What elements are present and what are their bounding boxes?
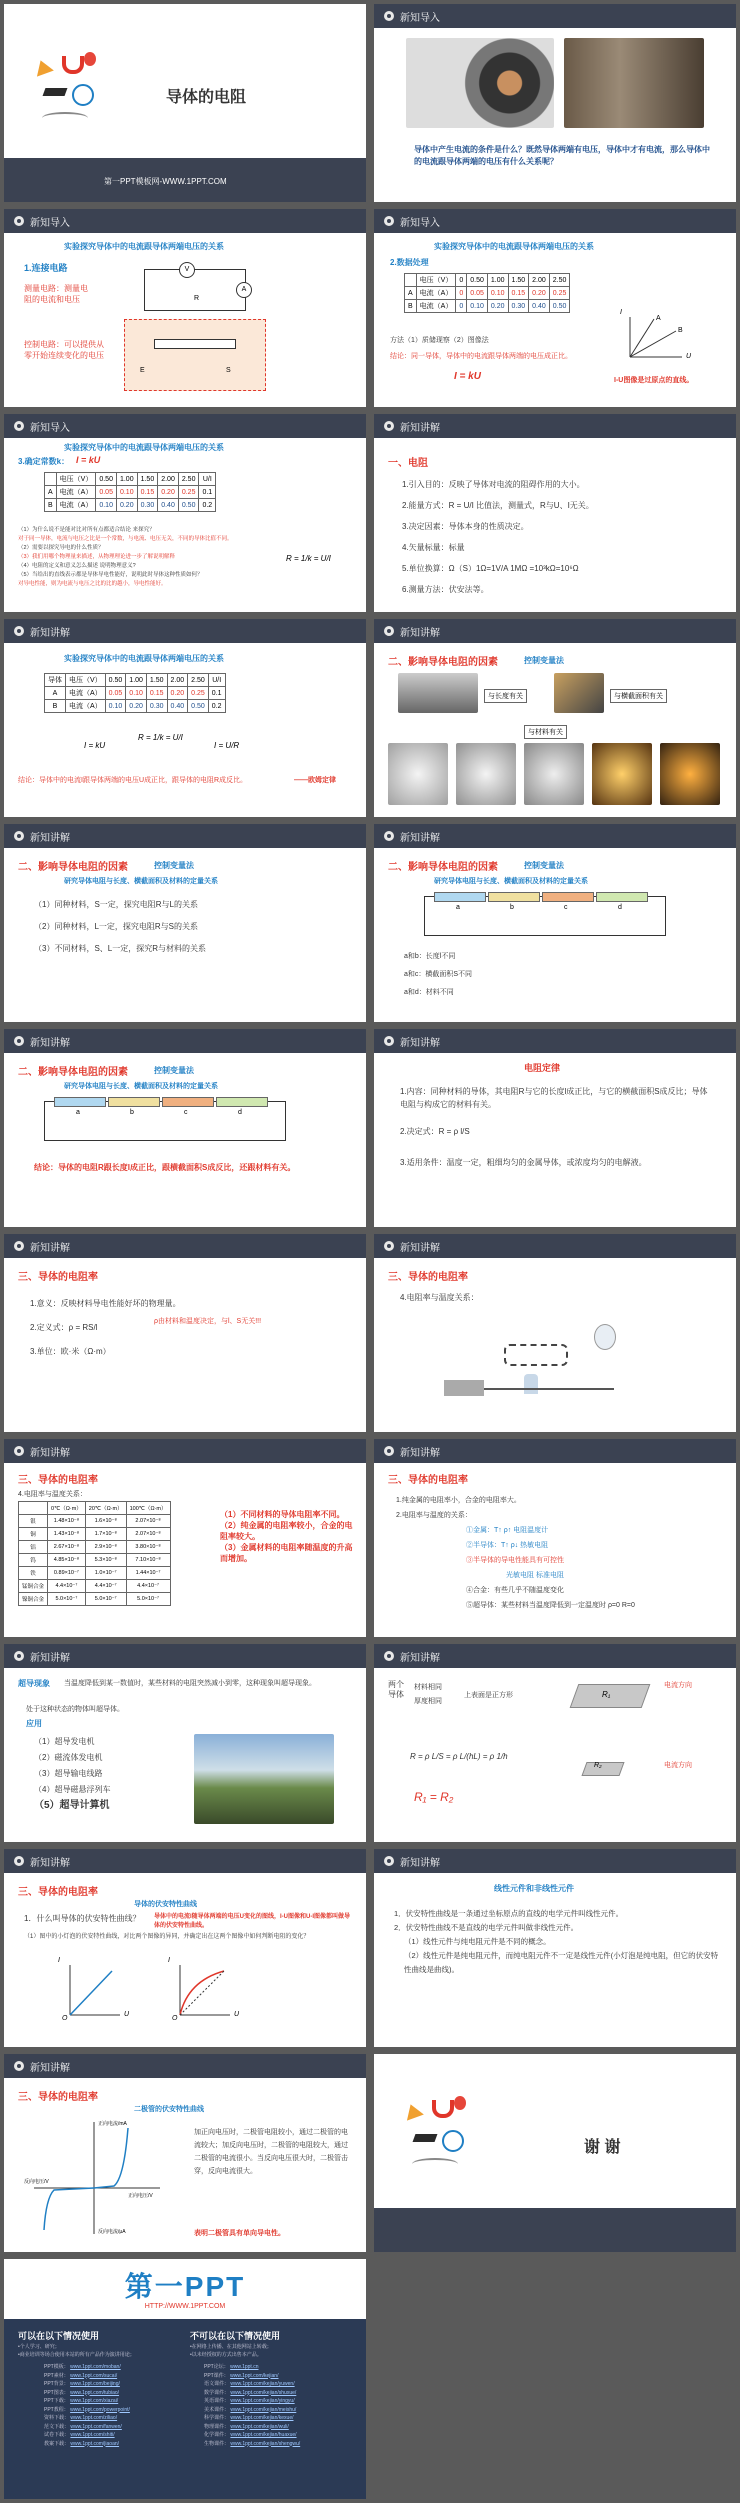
slide-18 <box>374 1644 736 1842</box>
slide-8 <box>374 619 736 817</box>
link-item[interactable]: 科学课件： www.1ppt.com/kejian/kexue/ <box>204 2415 294 2421</box>
bulb-icon <box>84 52 96 66</box>
list-item: 2．伏安特性曲线不是直线的电学元件叫做非线性元件。 <box>394 1923 579 1932</box>
diode-desc: 加正向电压时，二极管电阻较小，通过二极管的电流较大；加反向电压时，二极管的电阻较大，通过二极管的电流很小。当反向电压很大时，二极管击穿，反向电流很大。 <box>194 2129 348 2175</box>
axis-i-2: I <box>168 1957 170 1964</box>
header-dot-icon <box>384 1856 394 1866</box>
header-dot-icon <box>384 421 394 431</box>
section-title: 三、导体的电阻率 <box>18 1887 98 1898</box>
slide-22 <box>374 2054 736 2252</box>
section-title: 三、导体的电阻率 <box>388 1272 468 1283</box>
coil-icon <box>504 1344 568 1366</box>
list-item: 1.意义：反映材料导电性能好坏的物理量。 <box>30 1299 181 1308</box>
list-item: 5.单位换算：Ω（S）1Ω=1V/A 1MΩ =10³kΩ=10⁶Ω <box>402 564 579 573</box>
header-dot-icon <box>384 11 394 21</box>
slide-17 <box>4 1644 366 1842</box>
axis-u-label: U <box>686 353 692 360</box>
section-title: 二、影响导体电阻的因素 <box>18 1067 128 1078</box>
list-item: 1.引入目的：反映了导体对电流的阻碍作用的大小。 <box>402 480 585 489</box>
section-title: 三、导体的电阻率 <box>18 1272 98 1283</box>
resistivity-items <box>30 1292 181 1364</box>
formula-text: I = kU <box>76 455 101 465</box>
subtitle: 研究导体电阻与长度、横截面积及材料的定量关系 <box>64 878 218 885</box>
k-table: 电压（V） 0.50 1.00 1.50 2.00 2.50 U/I A 电流（A） 0.05 0.10 0.15 0.20 0.25 0.1 B 电流（A） 0.10 0.20 0.30 0.40 0.50 0.2 <box>44 472 216 512</box>
law-title: 电阻定律 <box>524 1063 561 1073</box>
app-label: 应用 <box>26 1719 42 1728</box>
note-item: 对导电性能，则为电流与电压之比的比的越小，导电性能好。 <box>18 581 167 587</box>
two-conductors-label: 两个导体 <box>388 1680 404 1699</box>
header-label: 新知导入 <box>30 423 70 434</box>
slide-4 <box>374 209 736 407</box>
header-dot-icon <box>14 1651 24 1661</box>
slide-16 <box>374 1439 736 1637</box>
book-icon <box>42 112 88 124</box>
list-item: ⑤超导体：某些材料当温度降低到一定温度时 ρ=0 R=0 <box>466 1602 635 1609</box>
list-item: 3.决定因素：导体本身的性质决定。 <box>402 522 529 531</box>
link-item[interactable]: 教案下载： www.1ppt.com/jiaoan/ <box>44 2440 120 2447</box>
header-label: 新知讲解 <box>30 2063 70 2074</box>
header-label: 新知讲解 <box>30 1653 70 1664</box>
topic-title: 二极管的伏安特性曲线 <box>134 2106 204 2113</box>
node-d: d <box>618 904 622 911</box>
slide-12 <box>374 1029 736 1227</box>
thanks-text: 谢 谢 <box>584 2139 621 2156</box>
allowed-sub-1: •个人学习、研究； <box>18 2344 60 2350</box>
rheostat-photo <box>398 673 478 713</box>
wires-photo <box>554 673 604 713</box>
question-1: 1．什么叫导体的伏安特性曲线？ <box>24 1914 141 1923</box>
link-item[interactable]: 生物课件： www.1ppt.com/kejian/shengwu/ <box>204 2440 301 2447</box>
section-title: 二、影响导体电阻的因素 <box>388 657 498 668</box>
step-label: 2.数据处理 <box>390 258 429 267</box>
list-item: （2）线性元件是纯电阻元件，而纯电阻元件不一定是线性元件(小灯泡是纯电阻，但它的伏安特性曲线是曲线)。 <box>404 1951 719 1974</box>
superconductivity-title: 超导现象 <box>18 1679 50 1688</box>
list-item: （2）纯金属的电阻率较小，合金的电阻率较大。 <box>220 1521 353 1541</box>
list-item: 3.单位：欧·米（Ω·m） <box>30 1347 111 1356</box>
book-icon <box>412 2158 458 2170</box>
iu-graph-linear <box>64 1961 124 2021</box>
header-dot-icon <box>384 626 394 636</box>
current-direction-2: 电流方向 <box>664 1762 692 1769</box>
subtitle: 研究导体电阻与长度、横截面积及材料的定量关系 <box>64 1083 218 1090</box>
disallowed-sub-1: •在网络上传播、在其他网站上转载； <box>190 2344 272 2350</box>
resistance-formula: R = ρ L/S = ρ L/(hL) = ρ 1/h <box>410 1752 508 1761</box>
header-label: 新知讲解 <box>400 1243 440 1254</box>
allowed-title: 可以在以下情况使用 <box>18 2331 100 2341</box>
method-label: 控制变量法 <box>154 861 194 870</box>
wire-segment-4 <box>216 1097 268 1107</box>
measurement-circuit <box>144 269 246 311</box>
list-item: a和d：材料不同 <box>404 989 454 996</box>
question-text: 导体中产生电流的条件是什么？既然导体两端有电压，导体中才有电流，那么导体中的电流跟导体两端的电压有什么关系呢？ <box>414 145 710 166</box>
resistivity-table: 0℃（Ω·m） 20℃（Ω·m） 100℃（Ω·m） 银 1.48×10⁻⁸ 1.6×10⁻⁸ 2.07×10⁻⁸ 铜 1.43×10⁻⁸ 1.7×10⁻⁸ 2.07×10⁻⁸ 铝 2.67×10⁻⁸ 2.9×10⁻⁸ 3.80×10⁻⁸ 钨 4.85×10⁻⁸ 5.3×10⁻⁸ 7.10×10⁻⁸ 铁 0.89×10⁻⁷ 1.0×10⁻⁷ 1.44×10⁻⁷ 锰铜合金 4.4×10⁻⁷ 4.4×10⁻⁷ 4.4×10⁻⁷ 镍铜合金 5.0×10⁻⁷ 5.0×10⁻⁷ 5.0×10⁻⁷ <box>18 1501 171 1606</box>
r-formula: R = 1/k = U/I <box>286 554 331 563</box>
header-label: 新知讲解 <box>30 1858 70 1869</box>
list-item: （1）超导发电机 <box>34 1737 95 1746</box>
slide-title <box>4 4 366 202</box>
line-a-label: A <box>656 315 661 322</box>
slide-6 <box>374 414 736 612</box>
burner-icon <box>524 1374 538 1394</box>
header-dot-icon <box>14 1856 24 1866</box>
material-label: 与材料有关 <box>524 725 567 739</box>
section-title: 三、导体的电阻率 <box>18 2092 98 2103</box>
axis-i-1: I <box>58 1957 60 1964</box>
header-label: 新知讲解 <box>30 833 70 844</box>
element-list <box>394 1907 724 1977</box>
header-label: 新知讲解 <box>30 1448 70 1459</box>
same-material-label: 材料相同 <box>414 1684 442 1691</box>
steps-list <box>34 894 206 960</box>
note-item: （4）电阻的定义和意义怎么描述 说明物理意义? <box>18 563 136 569</box>
header-label: 新知讲解 <box>400 1448 440 1459</box>
list-item: （3）不同材料，S、L一定，探究R与材料的关系 <box>34 944 207 953</box>
formula-2: R = 1/k = U/I <box>138 733 183 742</box>
atom-icon <box>442 2130 464 2152</box>
link-item[interactable]: PPT下载： www.1ppt.com/xiazai/ <box>44 2398 119 2404</box>
length-label: 与长度有关 <box>484 689 527 703</box>
method-text: 方法（1）质储现察（2）图像法 <box>390 337 489 344</box>
experiment-apparatus <box>444 1324 624 1404</box>
list-item: 4.矢量标量：标量 <box>402 543 465 552</box>
node-b: b <box>510 904 514 911</box>
section-title: 二、影响导体电阻的因素 <box>18 862 128 873</box>
axis-i-label: I <box>620 309 622 316</box>
intro-text: 4.电阻率与温度关系： <box>18 1491 87 1498</box>
list-item: （3）金属材料的电阻率随温度的升高而增加。 <box>220 1543 353 1563</box>
header-label: 新知导入 <box>400 13 440 24</box>
method-label: 控制变量法 <box>524 861 564 870</box>
resistor-label: R <box>194 295 200 302</box>
brand-logo: 第一PPT <box>124 2271 246 2302</box>
header-dot-icon <box>14 2061 24 2071</box>
equality-text: R₁ = R₂ <box>414 1790 454 1804</box>
header-dot-icon <box>384 1036 394 1046</box>
slide-13 <box>4 1234 366 1432</box>
link-item[interactable]: 美术课件： www.1ppt.com/kejian/meishu/ <box>204 2406 297 2413</box>
node-c: c <box>564 904 568 911</box>
list-item: （5）超导计算机 <box>34 1800 110 1811</box>
topic-title: 实验探究导体中的电流跟导体两端电压的关系 <box>64 654 224 663</box>
axis-reverse-voltage: 反向电压/V <box>24 2179 49 2185</box>
list-item: （3）超导输电线路 <box>34 1769 103 1778</box>
link-item[interactable]: PPT素材： www.1ppt.com/sucai/ <box>44 2372 118 2379</box>
header-dot-icon <box>384 216 394 226</box>
note-item: （5）当给出的直线表示都是导体导电性能好，说明此时导体这种性质如何？ <box>18 572 203 578</box>
formula-1: I = kU <box>84 741 106 750</box>
wire-line <box>484 1388 614 1390</box>
link-item[interactable]: 范文下载： www.1ppt.com/fanwen/ <box>44 2423 122 2430</box>
diode-conclusion: 表明二极管具有单向导电性。 <box>194 2230 285 2237</box>
link-item[interactable]: 语文课件： www.1ppt.com/kejian/yuwen/ <box>204 2381 295 2387</box>
list-item: （4）超导磁悬浮列车 <box>34 1785 111 1794</box>
list-item: 光敏电阻 标准电阻 <box>506 1572 564 1579</box>
axis-forward-current: 正向电流/mA <box>98 2121 127 2127</box>
header-dot-icon <box>384 1446 394 1456</box>
step-label: 3.确定常数k： <box>18 457 70 466</box>
atom-icon <box>72 84 94 106</box>
list-item: 1.内容：同种材料的导体，其电阻R与它的长度l成正比，与它的横截面积S成反比；导体电阻与构成它的材料有关。 <box>400 1087 708 1109</box>
desc2-text: 处于这种状态的物体叫超导体。 <box>26 1706 124 1713</box>
header-label: 新知导入 <box>400 218 440 229</box>
disallowed-sub-2: •以未经授权的方式出售本产品。 <box>190 2352 262 2358</box>
link-item[interactable]: PPT教程： www.1ppt.com/powerpoint/ <box>44 2406 130 2413</box>
list-item: （1）不同材料的导体电阻率不同。 <box>220 1510 345 1519</box>
header-dot-icon <box>14 216 24 226</box>
bulb-photo-3 <box>524 743 584 805</box>
axis-forward-voltage: 正向电压/V <box>128 2193 153 2199</box>
note-item: 对于同一导体，电流与电压之比是一个常数，与电流、电压无关，不同的导体比值不同。 <box>18 536 233 542</box>
origin-2: O <box>172 2015 178 2022</box>
notes-list <box>18 526 278 589</box>
header-label: 新知讲解 <box>30 1038 70 1049</box>
header-dot-icon <box>384 831 394 841</box>
disallowed-title: 不可以在以下情况使用 <box>190 2331 281 2341</box>
slide-14 <box>374 1234 736 1432</box>
formula-text: I = kU <box>454 371 481 382</box>
slide-21 <box>4 2054 366 2252</box>
maglev-train-photo <box>194 1734 334 1824</box>
slide-5 <box>4 414 366 612</box>
header-dot-icon <box>384 1241 394 1251</box>
note-item: （2）需要以探究导电的什么性质？ <box>18 545 104 551</box>
slide-15 <box>4 1439 366 1637</box>
rheostat-icon <box>154 339 236 349</box>
series-circuit <box>424 896 666 936</box>
list-item: 1.纯金属的电阻率小，合金的电阻率大。 <box>396 1497 521 1504</box>
ammeter-icon: A <box>236 282 252 298</box>
link-item[interactable]: 试卷下载： www.1ppt.com/shiti/ <box>44 2432 115 2438</box>
wire-segment-4 <box>596 892 648 902</box>
resistivity-note: ρ由材料和温度决定，与l、S无关!!! <box>154 1318 262 1325</box>
slide-9 <box>4 824 366 1022</box>
section-title: 一、电阻 <box>388 458 428 469</box>
measure-label: 测量电路：测量电阻的电流和电压 <box>24 284 88 304</box>
bulb-icon <box>594 1324 616 1350</box>
list-item: 2.能量方式：R = U/I 比值法，测量式，R与U、I无关。 <box>402 501 594 510</box>
slide-20 <box>374 1849 736 2047</box>
header-label: 新知讲解 <box>400 833 440 844</box>
slide-3 <box>4 209 366 407</box>
cable-photo <box>406 38 554 128</box>
bulb-icon <box>454 2096 466 2110</box>
temp-relation-list <box>396 1493 726 1613</box>
node-d: d <box>238 1109 242 1116</box>
conclusion-text: 结论：同一导体，导体中的电流跟导体两端的电压成正比。 <box>390 353 572 360</box>
list-item: ②半导体：T↑ ρ↓ 热敏电阻 <box>466 1542 549 1549</box>
question-1b: （1）图中的小灯泡的伏安特性曲线，对比两个图像的异同，并确定出在这两个图像中如何判断电阻的变化？ <box>24 1934 310 1940</box>
copyright-slide <box>4 2259 366 2499</box>
area-label: 与横截面积有关 <box>610 689 667 703</box>
wire-segment-1 <box>434 892 486 902</box>
link-item[interactable]: PPT课件： www.1ppt.com/kejian/ <box>204 2372 279 2379</box>
iu-graph-curve <box>174 1961 234 2021</box>
list-item: 2.定义式：ρ = RS/l <box>30 1323 98 1332</box>
topic-title: 实验探究导体中的电流跟导体两端电压的关系 <box>434 242 594 251</box>
link-item[interactable]: 物理课件： www.1ppt.com/kejian/wuli/ <box>204 2423 289 2430</box>
link-item[interactable]: 数学课件： www.1ppt.com/kejian/shuxue/ <box>204 2389 297 2396</box>
cable-reel-photo <box>564 38 704 128</box>
resistance-items <box>402 474 722 600</box>
data-table: 电压（V） 0 0.50 1.00 1.50 2.00 2.50 A 电流（A） 0 0.05 0.10 0.15 0.20 0.25 B 电流（A） 0 0.10 0.20 0.30 0.40 0.50 <box>404 273 570 313</box>
section-title: 三、导体的电阻率 <box>388 1475 468 1486</box>
axis-u-1: U <box>124 2011 130 2018</box>
magnet-icon <box>432 2100 454 2118</box>
notes-list <box>220 1509 360 1564</box>
list-item: （1）同种材料，S一定，探究电阻R与L的关系 <box>34 900 199 909</box>
header-label: 新知讲解 <box>400 1038 440 1049</box>
r1-label: R₁ <box>602 1690 611 1699</box>
temperature-item: 4.电阻率与温度关系： <box>400 1293 479 1302</box>
current-direction-1: 电流方向 <box>664 1682 692 1689</box>
node-a: a <box>456 904 460 911</box>
comparison-list <box>404 948 472 1002</box>
footer-text: 第一PPT模板网-WWW.1PPT.COM <box>104 177 227 186</box>
origin-1: O <box>62 2015 68 2022</box>
bulb-photo-5 <box>660 743 720 805</box>
node-b: b <box>130 1109 134 1116</box>
header-dot-icon <box>14 1036 24 1046</box>
list-item: 3.适用条件：温度一定，粗细均匀的金属导体，或浓度均匀的电解液。 <box>400 1158 647 1167</box>
topic-title: 线性元件和非线性元件 <box>494 1884 574 1893</box>
wire-segment-3 <box>162 1097 214 1107</box>
formula-3: I = U/R <box>214 741 240 750</box>
line-b-label: B <box>678 327 683 334</box>
triangle-icon <box>402 2101 424 2120</box>
list-item: （2）同种材料，L一定，探究电阻R与S的关系 <box>34 922 199 931</box>
ohm-table: 导体 电压（V） 0.50 1.00 1.50 2.00 2.50 U/I A 电流（A） 0.05 0.10 0.15 0.20 0.25 0.1 B 电流（A） 0.10 0.20 0.30 0.40 0.50 0.2 <box>44 673 226 713</box>
list-item: ④合金：有些几乎不随温度变化 <box>466 1587 564 1594</box>
node-a: a <box>76 1109 80 1116</box>
allowed-sub-2: •商业培训等场合使用本站的所有产品作为演讲用途； <box>18 2352 135 2358</box>
voltmeter-icon: V <box>179 262 195 278</box>
slide-19 <box>4 1849 366 2047</box>
axis-u-2: U <box>234 2011 240 2018</box>
header-label: 新知导入 <box>30 218 70 229</box>
conclusion-text: 结论：导体的电阻R跟长度l成正比，跟横截面积S成反比，还跟材料有关。 <box>34 1163 296 1172</box>
list-item: 2.决定式：R = ρ l/S <box>400 1127 470 1136</box>
header-label: 新知讲解 <box>30 628 70 639</box>
note-item: （3）我们用哪个物理量来描述，从物理理论进一步了解说明解释 <box>18 554 176 560</box>
list-item: 1．伏安特性曲线是一条通过坐标原点的直线的电学元件叫线性元件。 <box>394 1909 624 1918</box>
graph-note: I-U图像是过原点的直线。 <box>614 377 694 384</box>
link-item[interactable]: PPT论坛： www.1ppt.cn <box>204 2364 259 2370</box>
battery-label: E <box>140 367 145 374</box>
conclusion-text: 结论：导体中的电流I跟导体两端的电压U成正比，跟导体的电阻R成反比。 <box>18 777 248 784</box>
law-items <box>400 1085 710 1169</box>
answer-1: 导体中的电流I随导体两端的电压U变化的图线，I-U图像和U-I图像都叫做导体的伏安特性曲线。 <box>154 1914 350 1929</box>
slide-7 <box>4 619 366 817</box>
link-item[interactable]: PPT模板： www.1ppt.com/moban/ <box>44 2364 121 2370</box>
bulb-photo-1 <box>388 743 448 805</box>
r2-label: R₂ <box>594 1762 602 1769</box>
header-dot-icon <box>14 831 24 841</box>
topic-title: 实验探究导体中的电流跟导体两端电压的关系 <box>64 242 224 251</box>
slide-11 <box>4 1029 366 1227</box>
law-label: ——欧姆定律 <box>294 777 336 784</box>
link-item[interactable]: PPT图表： www.1ppt.com/tubiao/ <box>44 2389 120 2396</box>
list-item: 2.电阻率与温度的关系： <box>396 1512 472 1519</box>
brand-url: HTTP://WWW.1PPT.COM <box>144 2303 226 2310</box>
method-label: 控制变量法 <box>524 656 564 665</box>
header-dot-icon <box>384 1651 394 1661</box>
link-item[interactable]: PPT背景： www.1ppt.com/beijing/ <box>44 2381 120 2387</box>
list-item: ①金属：T↑ ρ↑ 电阻温度计 <box>466 1527 549 1534</box>
switch-label: S <box>226 367 231 374</box>
same-thickness-label: 厚度相同 <box>414 1698 442 1705</box>
header-label: 新知讲解 <box>400 1858 440 1869</box>
app-list <box>34 1734 110 1814</box>
battery-icon <box>444 1380 484 1396</box>
link-item[interactable]: 资料下载： www.1ppt.com/ziliao/ <box>44 2415 118 2421</box>
graduation-cap-icon <box>413 2134 438 2142</box>
section-title: 二、影响导体电阻的因素 <box>388 862 498 873</box>
control-label: 控制电路：可以提供从零开始连续变化的电压 <box>24 340 104 360</box>
header-dot-icon <box>14 1241 24 1251</box>
list-item: 6.测量方法：伏安法等。 <box>402 585 489 594</box>
axis-reverse-current: 反向电流/μA <box>98 2229 126 2235</box>
header-dot-icon <box>14 421 24 431</box>
block-r2 <box>581 1762 624 1776</box>
header-label: 新知讲解 <box>400 423 440 434</box>
header-label: 新知讲解 <box>400 628 440 639</box>
list-item: a和b：长度l不同 <box>404 953 456 960</box>
header-dot-icon <box>14 1446 24 1456</box>
links-col-2 <box>204 2363 300 2448</box>
wire-segment-2 <box>488 892 540 902</box>
iu-graph <box>624 313 684 363</box>
bulb-photo-2 <box>456 743 516 805</box>
topic-title: 导体的伏安特性曲线 <box>134 1901 197 1908</box>
link-item[interactable]: 英语课件： www.1ppt.com/kejian/yingyu/ <box>204 2398 295 2404</box>
list-item: ③半导体的导电性能具有可控性 <box>466 1557 564 1564</box>
header-label: 新知讲解 <box>30 1243 70 1254</box>
bulb-photo-4 <box>592 743 652 805</box>
header-label: 新知讲解 <box>400 1653 440 1664</box>
link-item[interactable]: 化学课件： www.1ppt.com/kejian/huaxue/ <box>204 2432 297 2438</box>
series-circuit <box>44 1101 286 1141</box>
note-item: （1）为什么说不是能对比对所有点都适合结论 来探究？ <box>18 527 155 533</box>
step-label: 1.连接电路 <box>24 263 68 273</box>
node-c: c <box>184 1109 188 1116</box>
list-item: （1）线性元件与纯电阻元件是不同的概念。 <box>404 1937 551 1946</box>
method-label: 控制变量法 <box>154 1066 194 1075</box>
slide-title-text: 导体的电阻 <box>166 89 247 106</box>
square-surface-label: 上表面是正方形 <box>464 1692 513 1699</box>
desc-text: 当温度降低到某一数值时，某些材料的电阻突然减小到零，这种现象叫超导现象。 <box>64 1680 316 1687</box>
graduation-cap-icon <box>43 88 68 96</box>
section-title: 三、导体的电阻率 <box>18 1475 98 1486</box>
slide-2 <box>374 4 736 202</box>
links-col-1 <box>44 2363 130 2448</box>
wire-segment-2 <box>108 1097 160 1107</box>
wire-segment-1 <box>54 1097 106 1107</box>
subtitle: 研究导体电阻与长度、横截面积及材料的定量关系 <box>434 878 588 885</box>
control-circuit-box <box>124 319 266 391</box>
wire-segment-3 <box>542 892 594 902</box>
topic-title: 实验探究导体中的电流跟导体两端电压的关系 <box>64 443 224 452</box>
slide-10 <box>374 824 736 1022</box>
list-item: a和c：横截面积S不同 <box>404 971 473 978</box>
header-dot-icon <box>14 626 24 636</box>
list-item: （2）磁流体发电机 <box>34 1753 103 1762</box>
magnet-icon <box>62 56 84 74</box>
